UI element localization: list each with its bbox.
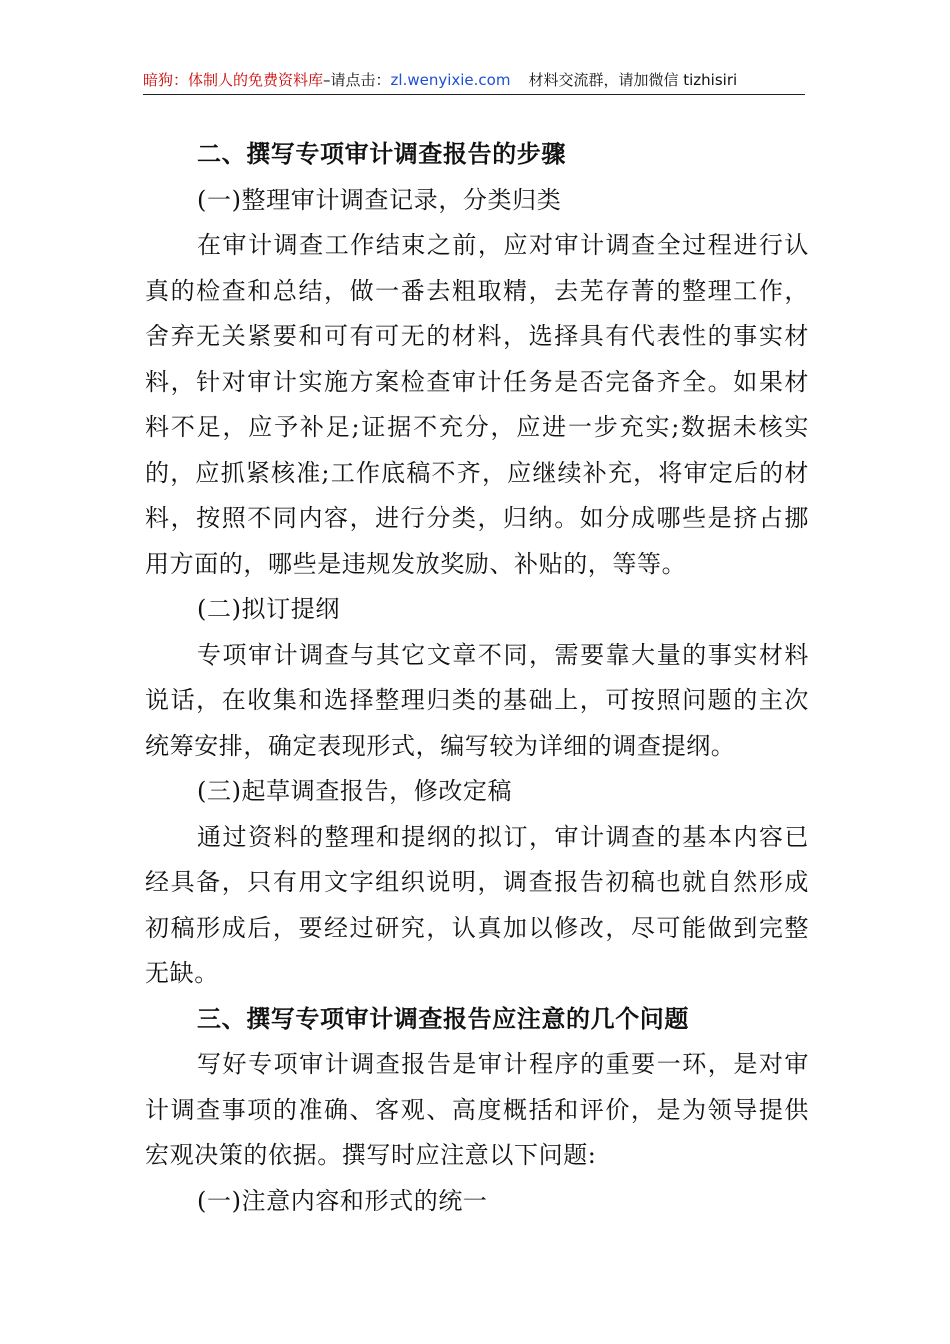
document-body: [145, 132, 809, 1224]
section-heading-2: 二、撰写专项审计调查报告的步骤: [197, 140, 566, 168]
paragraph: 通过资料的整理和提纲的拟订，审计调查的基本内容已经具备，只有用文字组织说明，调查报告初稿也就自然形成初稿形成后，要经过研究，认真加以修改，尽可能做到完整无缺。: [145, 822, 809, 987]
subheading-3-1: (一)注意内容和形式的统一: [197, 1186, 488, 1215]
click-prompt: –请点击：: [323, 71, 391, 89]
paragraph: 专项审计调查与其它文章不同，需要靠大量的事实材料说话，在收集和选择整理归类的基础上，可按照问题的主次统筹安排，确定表现形式，编写较为详细的调查提纲。: [145, 640, 809, 760]
site-url-link[interactable]: zl.wenyixie.com: [390, 71, 511, 89]
subheading-2-2: (二)拟订提纲: [197, 595, 340, 623]
section-heading-3: 三、撰写专项审计调查报告应注意的几个问题: [197, 1004, 689, 1033]
subheading-2-3: (三)起草调查报告，修改定稿: [197, 777, 513, 805]
page-header: [143, 66, 805, 95]
wechat-note: 材料交流群，请加微信 tizhisiri: [528, 71, 738, 89]
paragraph: 写好专项审计调查报告是审计程序的重要一环，是对审计调查事项的准确、客观、高度概括和评价，是为领导提供宏观决策的依据。撰写时应注意以下问题:: [145, 1050, 809, 1169]
paragraph: 在审计调查工作结束之前，应对审计调查全过程进行认真的检查和总结，做一番去粗取精，去芜存菁的整理工作，舍弃无关紧要和可有可无的材料，选择具有代表性的事实材料，针对审计实施方案检查审计任务是否完备齐全。如果材料不足，应予补足;证据不充分，应进一步充实;数据未核实的，应抓紧核准;工作底稿不齐，应继续补充，将审定后的材料，按照不同内容，进行分类，归纳。如分成哪些是挤占挪用方面的，哪些是违规发放奖励、补贴的，等等。: [145, 231, 809, 578]
site-label: 暗狗：体制人的免费资料库: [143, 71, 324, 89]
subheading-2-1: (一)整理审计调查记录，分类归类: [197, 185, 562, 214]
